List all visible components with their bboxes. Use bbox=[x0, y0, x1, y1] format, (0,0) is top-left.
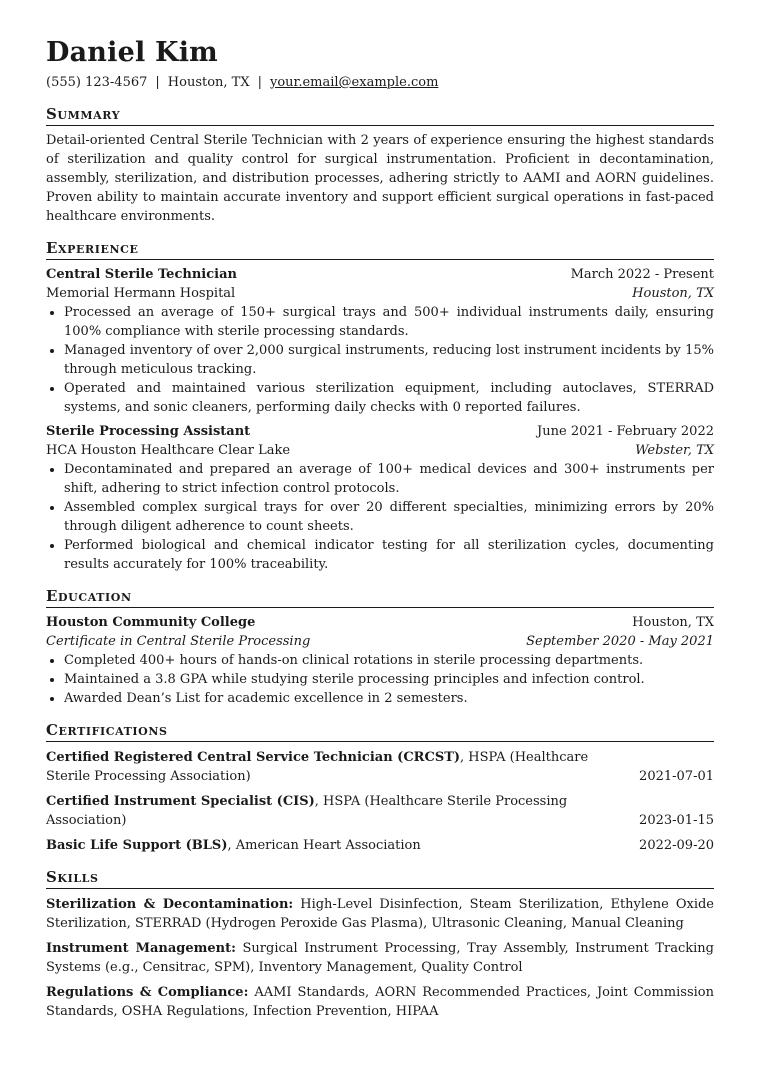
job-bullets bbox=[46, 303, 714, 417]
summary-text: Detail-oriented Central Sterile Technician with 2 years of experience ensuring the highest standards of sterilization and quality control for surgical instrumentation. Proficient in decontamination, assembly, sterilization, and distribution processes, adhering strictly to AAMI and AORN guidelines. Proven ability to maintain accurate inventory and support efficient surgical operations in fast-paced healthcare environments. bbox=[46, 133, 714, 224]
certification-name: Certified Instrument Specialist (CIS) bbox=[46, 794, 315, 809]
education-bullets bbox=[46, 651, 714, 708]
certification-item bbox=[46, 748, 714, 786]
certification-issuer: , American Heart Association bbox=[227, 838, 421, 853]
bullet-item: • Awarded Dean’s List for academic excellence in 2 semesters. bbox=[64, 689, 714, 708]
education-dates: September 2020 - May 2021 bbox=[526, 634, 714, 649]
certification-date: 2023-01-15 bbox=[639, 813, 714, 828]
candidate-name: Daniel Kim bbox=[46, 37, 218, 68]
location: Houston, TX bbox=[167, 75, 250, 90]
bullet-item: • Managed inventory of over 2,000 surgical instruments, reducing lost instrument incidents by 15% through meticulous tracking. bbox=[64, 341, 714, 379]
skill-category: Instrument Management: bbox=[46, 941, 236, 956]
bullet-item: • Performed biological and chemical indicator testing for all sterilization cycles, documenting results accurately for 100% traceability. bbox=[64, 536, 714, 574]
bullet-item: • Operated and maintained various sterilization equipment, including autoclaves, STERRAD systems, and sonic cleaners, performing daily checks with 0 reported failures. bbox=[64, 379, 714, 417]
company-name: Memorial Hermann Hospital bbox=[46, 286, 236, 301]
skill-list: Surgical Instrument Processing, Tray Assembly, Instrument Tracking Systems (e.g., Censitrac, SPM), Inventory Management, Quality Control bbox=[46, 941, 714, 975]
section-heading-education: Education bbox=[46, 586, 714, 608]
job-company-row bbox=[46, 284, 714, 303]
company-name: HCA Houston Healthcare Clear Lake bbox=[46, 443, 291, 458]
contact-line bbox=[46, 74, 714, 92]
contact-separator: | bbox=[155, 75, 160, 90]
school-name: Houston Community College bbox=[46, 615, 256, 630]
school-location: Houston, TX bbox=[632, 615, 714, 630]
skill-item bbox=[46, 939, 714, 977]
certification-date: 2021-07-01 bbox=[639, 769, 714, 784]
bullet-item: • Completed 400+ hours of hands-on clinical rotations in sterile processing departments. bbox=[64, 651, 714, 670]
job-company-row bbox=[46, 441, 714, 460]
certification-item bbox=[46, 836, 714, 855]
skill-category: Regulations & Compliance: bbox=[46, 985, 249, 1000]
certification-name: Basic Life Support (BLS) bbox=[46, 838, 228, 853]
section-heading-summary: Summary bbox=[46, 104, 714, 126]
job-title-row bbox=[46, 265, 714, 284]
email-link[interactable]: your.email@example.com bbox=[270, 75, 439, 90]
phone-number: (555) 123-4567 bbox=[46, 75, 148, 90]
degree-name: Certificate in Central Sterile Processing bbox=[46, 634, 311, 649]
skill-list: AAMI Standards, AORN Recommended Practices, Joint Commission Standards, OSHA Regulations, Infection Prevention, HIPAA bbox=[46, 985, 714, 1019]
experience-entry bbox=[46, 265, 714, 417]
bullet-item: • Assembled complex surgical trays for over 20 different specialties, minimizing errors by 20% through diligent adherence to count sheets. bbox=[64, 498, 714, 536]
job-dates: March 2022 - Present bbox=[570, 267, 714, 282]
school-row bbox=[46, 613, 714, 632]
job-title-row bbox=[46, 422, 714, 441]
certification-text bbox=[46, 748, 639, 786]
job-title: Central Sterile Technician bbox=[46, 267, 237, 282]
certification-item bbox=[46, 792, 714, 830]
skill-item bbox=[46, 895, 714, 933]
certification-text bbox=[46, 836, 639, 855]
section-heading-certifications: Certifications bbox=[46, 720, 714, 742]
job-title: Sterile Processing Assistant bbox=[46, 424, 251, 439]
job-dates: June 2021 - February 2022 bbox=[537, 424, 714, 439]
certification-text bbox=[46, 792, 639, 830]
certification-issuer: , HSPA (Healthcare Sterile Processing Association) bbox=[46, 794, 568, 828]
experience-entry bbox=[46, 422, 714, 574]
skill-list: High-Level Disinfection, Steam Sterilization, Ethylene Oxide Sterilization, STERRAD (Hydrogen Peroxide Gas Plasma), Ultrasonic Cleaning, Manual Cleaning bbox=[46, 897, 714, 931]
bullet-item: • Decontaminated and prepared an average of 100+ medical devices and 300+ instruments per shift, adhering to strict infection control protocols. bbox=[64, 460, 714, 498]
degree-row bbox=[46, 632, 714, 651]
skill-item bbox=[46, 983, 714, 1021]
certification-name: Certified Registered Central Service Technician (CRCST) bbox=[46, 750, 461, 765]
bullet-item: • Processed an average of 150+ surgical trays and 500+ individual instruments daily, ensuring 100% compliance with sterile processing standards. bbox=[64, 303, 714, 341]
job-bullets bbox=[46, 460, 714, 574]
bullet-item: • Maintained a 3.8 GPA while studying sterile processing principles and infection control. bbox=[64, 670, 714, 689]
certification-issuer: , HSPA (Healthcare Sterile Processing Association) bbox=[46, 750, 589, 784]
certification-date: 2022-09-20 bbox=[639, 838, 714, 853]
job-location: Houston, TX bbox=[632, 286, 714, 301]
education-entry bbox=[46, 613, 714, 708]
section-heading-skills: Skills bbox=[46, 867, 714, 889]
contact-separator: | bbox=[257, 75, 262, 90]
job-location: Webster, TX bbox=[635, 443, 714, 458]
skill-category: Sterilization & Decontamination: bbox=[46, 897, 294, 912]
section-heading-experience: Experience bbox=[46, 238, 714, 260]
